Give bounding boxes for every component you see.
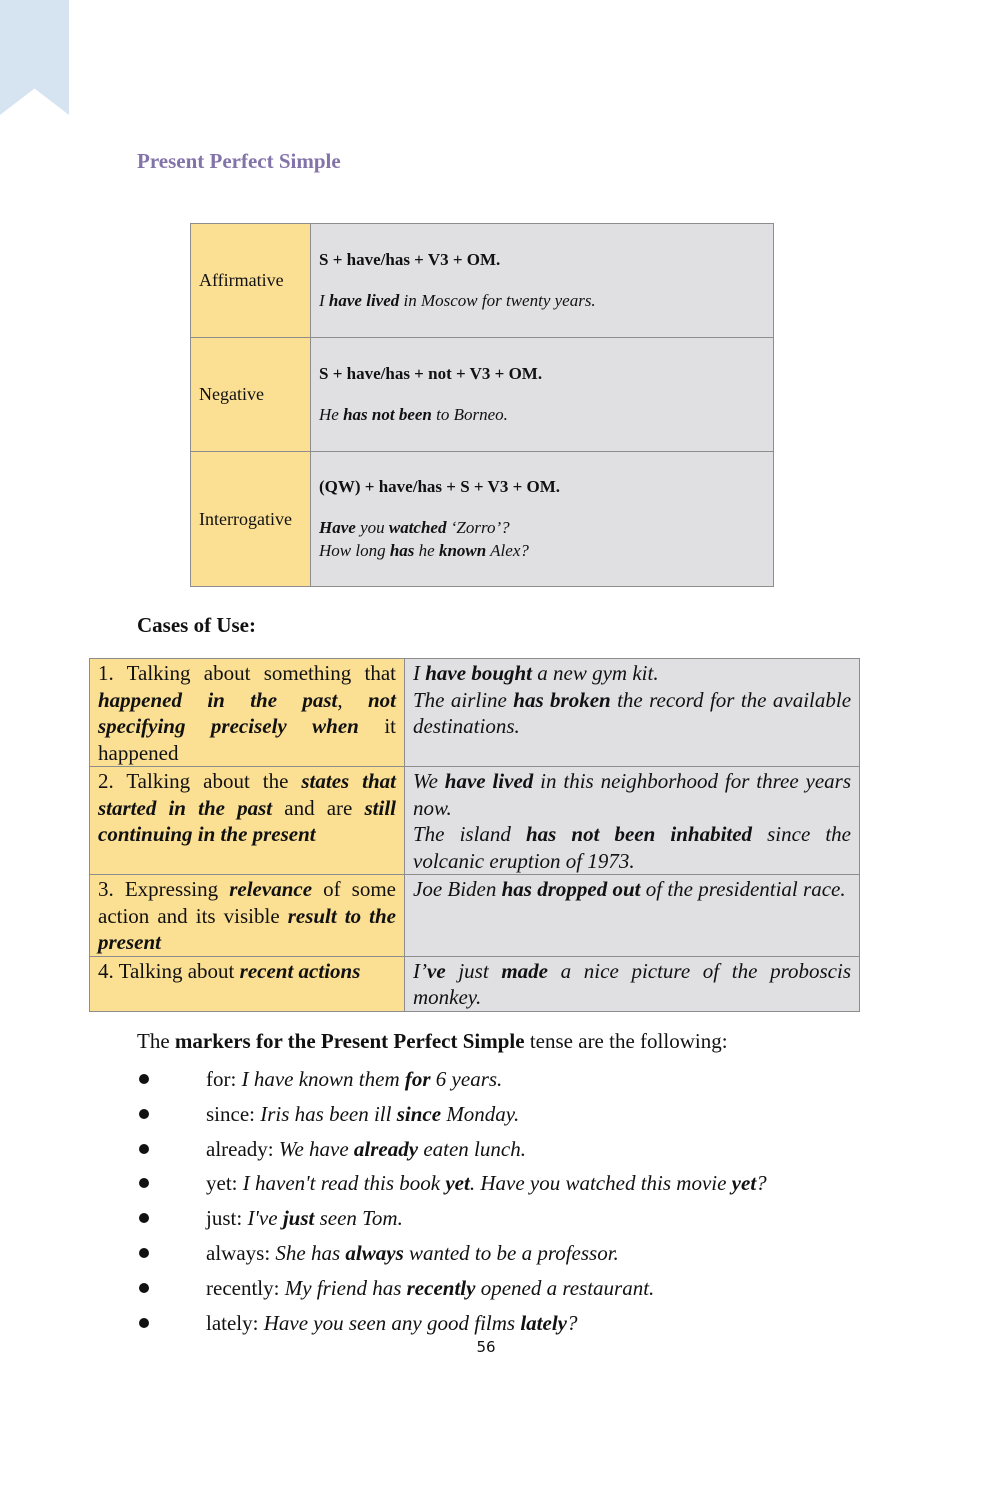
case-row <box>90 767 860 875</box>
form-row <box>191 338 774 452</box>
form-label: Negative <box>191 338 311 452</box>
text-run: the record for the available destinations. <box>413 687 852 738</box>
text-run: already: <box>206 1136 279 1161</box>
text-run: has not been inhabited <box>525 822 753 846</box>
text-run: . Have you watched this movie <box>469 1171 732 1196</box>
text-run: states that started in the past <box>98 769 396 820</box>
form-row <box>191 452 774 587</box>
text-run: 3. Expressing <box>98 877 230 901</box>
markers-list <box>137 1064 767 1342</box>
bullet-icon <box>139 1318 149 1328</box>
text-run: and are <box>272 795 365 820</box>
text-run: 1. Talking about something that <box>98 661 396 685</box>
case-example <box>413 958 851 1011</box>
case-example <box>413 821 851 874</box>
text-run: result to the present <box>98 903 396 954</box>
text-run: he <box>414 540 439 560</box>
marker-item <box>137 1099 767 1134</box>
case-row <box>90 956 860 1011</box>
form-rule: (QW) + have/has + S + V3 + OM. <box>319 476 561 496</box>
marker-item <box>137 1273 767 1308</box>
text-run: eaten lunch. <box>418 1136 526 1161</box>
text-run: ‘Zorro’? <box>446 517 510 537</box>
text-run: Iris has been ill <box>260 1101 397 1126</box>
text-run: of some action and its visible <box>98 877 397 928</box>
text-run: relevance <box>229 877 313 901</box>
text-run: wanted to be a professor. <box>403 1240 619 1265</box>
form-formula-cell <box>311 452 774 587</box>
form-example <box>319 289 763 312</box>
bullet-icon <box>139 1283 149 1293</box>
case-example <box>413 876 851 903</box>
text-run: recently <box>406 1275 476 1300</box>
text-run: seen Tom. <box>314 1206 403 1231</box>
text-run: known <box>438 540 487 560</box>
text-run: recently: <box>206 1275 285 1300</box>
case-row <box>90 875 860 957</box>
bookmark-ribbon <box>0 0 69 115</box>
case-example <box>413 660 851 687</box>
case-description <box>90 875 405 957</box>
marker-item <box>137 1203 767 1238</box>
text-run: I <box>413 661 426 685</box>
text-run: recent actions <box>239 958 361 983</box>
markers-intro <box>137 1029 728 1054</box>
marker-item <box>137 1238 767 1273</box>
case-examples <box>405 956 860 1011</box>
text-run: ? <box>567 1310 578 1335</box>
text-run: I <box>319 290 329 310</box>
case-description <box>90 956 405 1011</box>
page-number: 56 <box>476 1338 496 1356</box>
text-run: always <box>345 1240 404 1265</box>
text-run: Have you seen any good films <box>263 1310 521 1335</box>
text-run: a new gym kit. <box>532 661 659 685</box>
text-run: I haven't read this book <box>242 1171 446 1196</box>
text-run: since: <box>206 1101 261 1126</box>
text-run: yet: <box>206 1171 243 1196</box>
text-run: 2. Talking about the <box>98 769 302 793</box>
form-example <box>319 403 763 426</box>
text-run: of the presidential race. <box>640 877 846 901</box>
case-examples <box>405 659 860 767</box>
text-run: not specifying precisely when <box>98 687 396 738</box>
text-run: have bought <box>425 661 533 685</box>
text-run: just <box>282 1206 315 1231</box>
form-example <box>319 539 763 562</box>
text-run: markers for the Present Perfect Simple <box>174 1029 525 1053</box>
case-description <box>90 767 405 875</box>
text-run: tense are the following: <box>524 1029 728 1053</box>
text-run: since <box>396 1101 442 1126</box>
text-run: , <box>337 687 368 712</box>
section-title: Present Perfect Simple <box>137 149 341 173</box>
text-run: Monday. <box>441 1101 520 1126</box>
text-run: My friend has <box>284 1275 407 1300</box>
text-run: 4. Talking about <box>98 958 240 983</box>
text-run: She has <box>275 1240 346 1265</box>
bullet-icon <box>139 1109 149 1119</box>
text-run: I have known them <box>241 1067 405 1091</box>
case-examples <box>405 875 860 957</box>
text-run: it happened <box>98 714 396 765</box>
text-run: you <box>355 517 389 537</box>
text-run: has broken <box>513 687 611 712</box>
text-run: ve <box>427 958 446 983</box>
cases-table <box>89 658 860 1012</box>
text-run: a nice picture of the proboscis monkey. <box>413 958 852 1009</box>
text-run: happened in the past <box>98 687 338 712</box>
form-formula-cell <box>311 224 774 338</box>
text-run: still continuing in the present <box>98 795 396 846</box>
bullet-icon <box>139 1144 149 1154</box>
forms-table <box>190 223 774 587</box>
text-run: ? <box>756 1171 767 1196</box>
text-run: has dropped out <box>501 877 641 901</box>
text-run: I’ <box>413 958 427 983</box>
case-examples <box>405 767 860 875</box>
text-run: for <box>404 1067 431 1091</box>
text-run: He <box>319 404 344 424</box>
marker-item <box>137 1168 767 1203</box>
text-run: We have <box>278 1136 354 1161</box>
form-label: Interrogative <box>191 452 311 587</box>
form-rule: S + have/has + not + V3 + OM. <box>319 363 543 383</box>
text-run: lately: <box>206 1310 264 1335</box>
text-run: yet <box>445 1171 470 1196</box>
text-run: in this neighborhood for three years now. <box>413 769 851 820</box>
text-run: has not been <box>343 404 432 424</box>
form-rule: S + have/has + V3 + OM. <box>319 249 501 269</box>
text-run: The airline <box>413 687 514 712</box>
text-run: yet <box>731 1171 757 1196</box>
text-run: Joe Biden <box>413 877 502 901</box>
cases-title: Cases of Use: <box>137 613 256 637</box>
text-run: just: <box>206 1206 248 1231</box>
case-row <box>90 659 860 767</box>
form-formula-cell <box>311 338 774 452</box>
text-run: 6 years. <box>430 1067 503 1091</box>
bullet-icon <box>139 1248 149 1258</box>
text-run: Have <box>319 517 356 537</box>
form-label: Affirmative <box>191 224 311 338</box>
text-run: have lived <box>444 769 534 793</box>
form-example <box>319 516 763 539</box>
case-example <box>413 687 851 740</box>
text-run: to Borneo. <box>431 404 508 424</box>
text-run: made <box>501 958 548 983</box>
text-run: watched <box>388 517 447 537</box>
text-run: just <box>445 958 502 983</box>
text-run: We <box>413 769 445 793</box>
text-run: The <box>137 1029 175 1053</box>
text-run: has <box>389 540 415 560</box>
bullet-icon <box>139 1213 149 1223</box>
bullet-icon <box>139 1178 149 1188</box>
text-run: always: <box>206 1240 276 1265</box>
text-run: since the volcanic eruption of 1973. <box>413 822 852 873</box>
text-run: already <box>353 1136 419 1161</box>
text-run: I've <box>247 1206 283 1231</box>
text-run: for: <box>206 1067 242 1091</box>
marker-item <box>137 1064 767 1099</box>
case-example <box>413 768 851 821</box>
text-run: Alex? <box>486 540 529 560</box>
text-run: in Moscow for twenty years. <box>399 290 596 310</box>
case-description <box>90 659 405 767</box>
text-run: The island <box>413 822 526 846</box>
text-run: have lived <box>328 290 400 310</box>
form-row <box>191 224 774 338</box>
text-run: opened a restaurant. <box>475 1275 655 1300</box>
bullet-icon <box>139 1074 149 1084</box>
text-run: How long <box>319 540 390 560</box>
marker-item <box>137 1134 767 1169</box>
text-run: lately <box>520 1310 567 1335</box>
